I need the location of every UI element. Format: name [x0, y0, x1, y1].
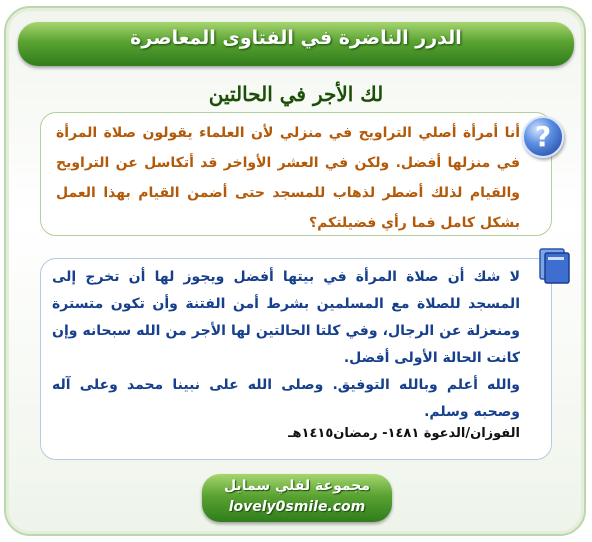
footer-group-name: مجموعة لفلي سمايل [223, 478, 371, 494]
title-bar [18, 22, 574, 66]
answer-text [52, 264, 520, 426]
footer-badge [202, 474, 392, 522]
book-icon [534, 246, 574, 286]
answer-closing: والله أعلم وبالله التوفيق. وصلى الله على نبينا محمد وعلى آله وصحبه وسلم. [52, 377, 520, 420]
answer-body: لا شك أن صلاة المرأة في بيتها أفضل ويجوز لها أن تخرج إلى المسجد للصلاة مع المسلمين بشرط أمن الفتنة وأن تكون متسترة ومنعزلة عن الرجال، وفي كلتا الحالتين لها الأجر من الله سبحانه وإن كانت الحالة الأولى أفضل. [52, 269, 520, 366]
answer-source: الفوزان/الدعوة ١٤٨١- رمضان١٤١٥هـ [288, 426, 520, 441]
fatwa-title: لك الأجر في الحالتين [208, 82, 384, 106]
page-title: الدرر الناضرة في الفتاوى المعاصرة [130, 27, 462, 49]
footer-site: lovely0smile.com [228, 499, 366, 515]
question-icon: ? [522, 116, 564, 158]
question-text: أنا أمرأة أصلي التراويح في منزلي لأن العلماء يقولون صلاة المرأة في منزلها أفضل. ولكن في العشر الأواخر قد أتكاسل عن التراويح والقيام لذلك أضطر لذهاب للمسجد حتى أضمن القيام بهذا العمل بشكل كامل فما رأي فضيلتكم؟ [56, 125, 520, 231]
